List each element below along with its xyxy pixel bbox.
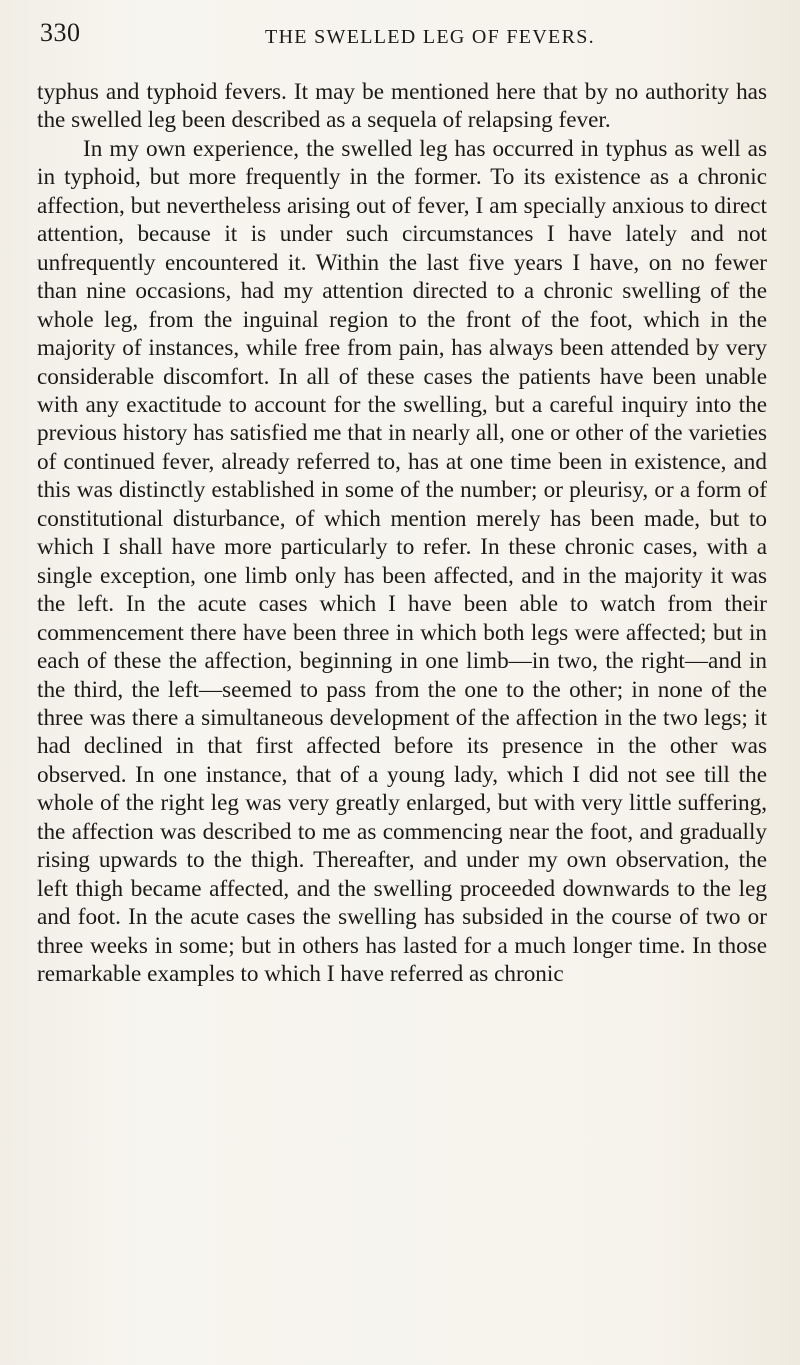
page-header [40, 18, 770, 58]
paragraph-continuation: typhus and typhoid fevers. It may be mentioned here that by no authority has the swelled leg been described as a sequela of relapsing fever. [37, 79, 767, 134]
running-head: THE SWELLED LEG OF FEVERS. [265, 26, 595, 48]
paragraph-main: In my own experience, the swelled leg has occurred in typhus as well as in typhoid, but more frequently in the former. To its existence as a chronic affection, but nevertheless arising out of fever, I am specially anxious to direct attention, because it is under such circumstances I have lately and not unfrequently encountered it. Within the last five years I have, on no fewer than nine occasions, had my attention directed to a chronic swelling of the whole leg, from the inguinal region to the front of the foot, which in the majority of instances, while free from pain, has always been attended by very considerable discomfort. In all of these cases the patients have been unable with any exactitude to account for the swelling, but a careful inquiry into the previous history has satisfied me that in nearly all, one or other of the varieties of continued fever, already referred to, has at one time been in existence, and this was distinctly established in some of the number; or pleurisy, or a form of constitutional disturbance, of which mention merely has been made, but to which I shall have more particularly to refer. In these chronic cases, with a single exception, one limb only has been affected, and in the majority it was the left. In the acute cases which I have been able to watch from their commencement there have been three in which both legs were affected; but in each of these the affection, beginning in one limb—in two, the right—and in the third, the left—seemed to pass from the one to the other; in none of the three was there a simultaneous development of the affection in the two legs; it had declined in that first affected before its presence in the other was observed. In one instance, that of a young lady, which I did not see till the whole of the right leg was very greatly enlarged, but with very little suffering, the affection was described to me as commencing near the foot, and gradually rising upwards to the thigh. Thereafter, and under my own observation, the left thigh became affected, and the swelling proceeded downwards to the leg and foot. In the acute cases the swelling has subsided in the course of two or three weeks in some; but in others has lasted for a much longer time. In those remarkable examples to which I have referred as chronic [37, 135, 767, 988]
page-number: 330 [40, 18, 81, 47]
body-text [37, 78, 767, 989]
